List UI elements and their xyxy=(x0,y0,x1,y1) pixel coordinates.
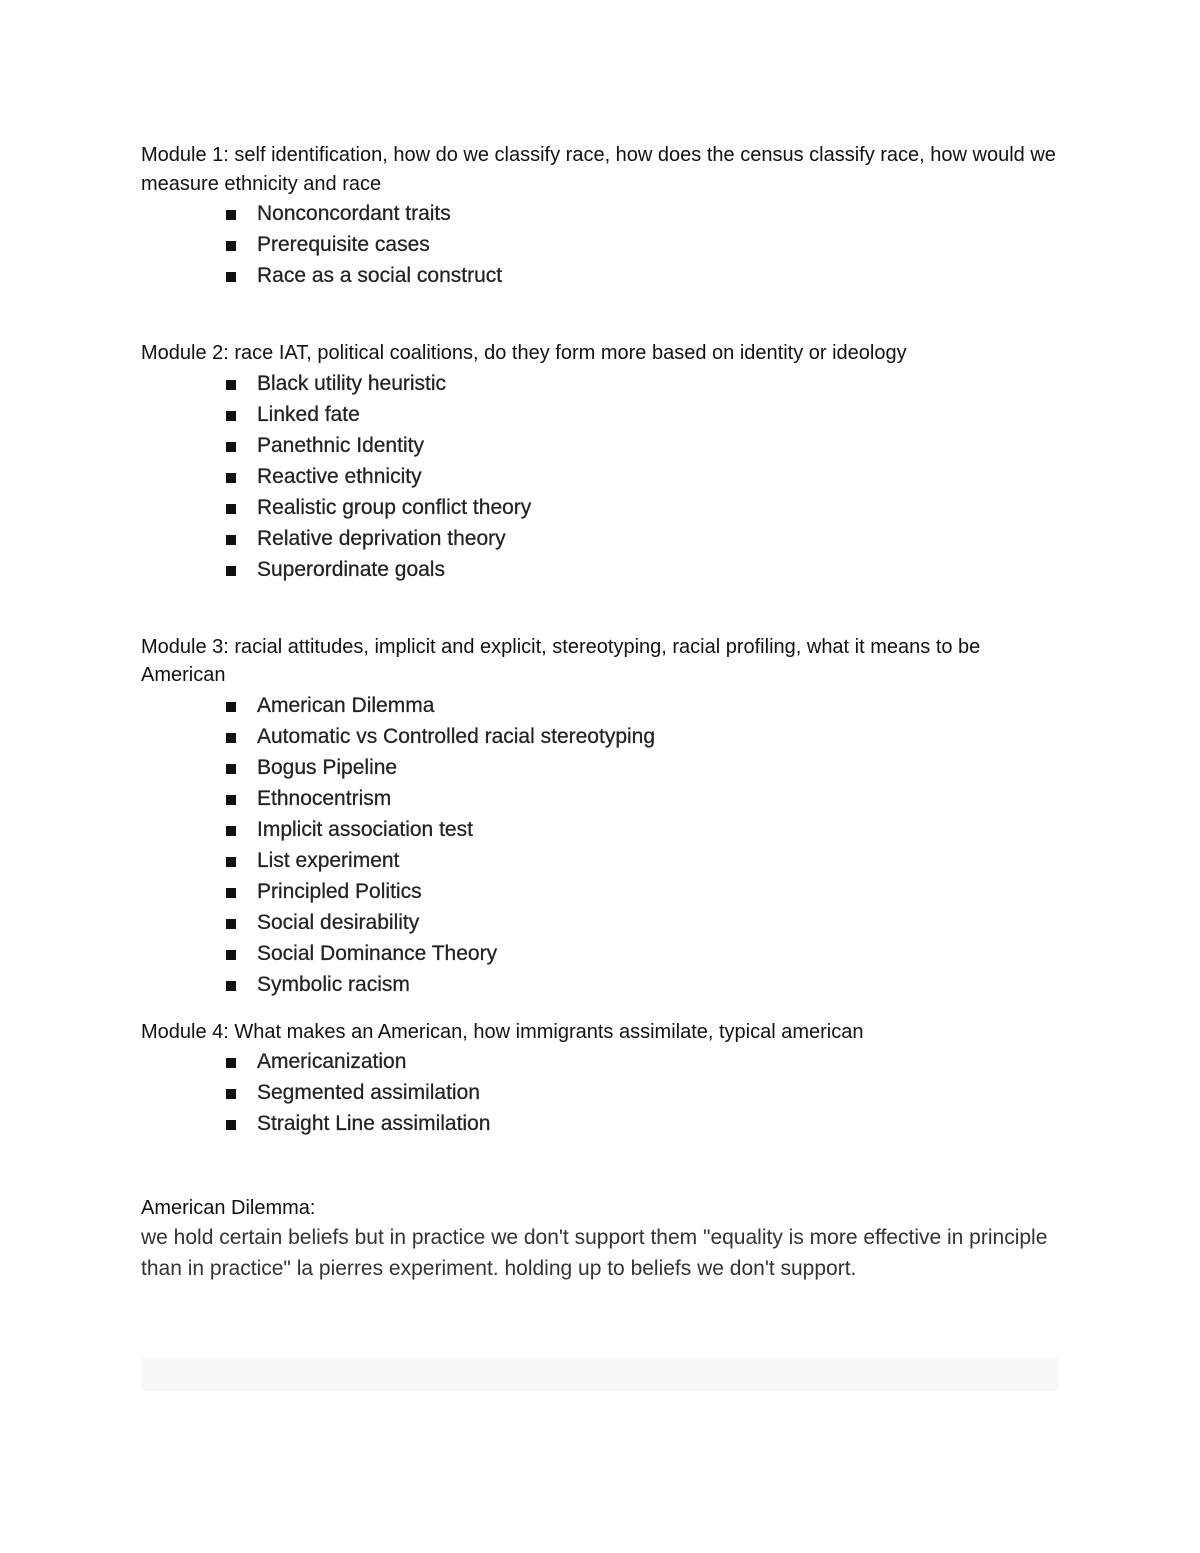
term-item xyxy=(224,938,1059,969)
square-bullet-icon xyxy=(226,857,236,867)
term-label: Americanization xyxy=(257,1050,407,1073)
module-section xyxy=(141,141,1059,291)
term-item xyxy=(224,783,1059,814)
square-bullet-icon xyxy=(226,950,236,960)
term-item xyxy=(224,399,1059,430)
term-item xyxy=(224,814,1059,845)
square-bullet-icon xyxy=(226,888,236,898)
term-label: Symbolic racism xyxy=(257,972,410,996)
term-label: Segmented assimilation xyxy=(257,1081,480,1104)
term-item xyxy=(224,260,1059,291)
document-page xyxy=(141,141,1059,1284)
square-bullet-icon xyxy=(226,826,236,836)
term-item xyxy=(224,368,1059,399)
term-item xyxy=(224,690,1059,721)
term-item xyxy=(224,1077,1059,1108)
square-bullet-icon xyxy=(226,1120,236,1130)
term-list xyxy=(141,690,1059,1000)
term-list xyxy=(141,198,1059,291)
term-label: Realistic group conflict theory xyxy=(257,495,532,519)
term-item xyxy=(224,876,1059,907)
term-item xyxy=(224,721,1059,752)
square-bullet-icon xyxy=(226,1058,236,1068)
square-bullet-icon xyxy=(226,411,236,421)
square-bullet-icon xyxy=(226,764,236,774)
term-item xyxy=(224,969,1059,1000)
term-label: Nonconcordant traits xyxy=(257,202,451,225)
term-item xyxy=(224,1046,1059,1077)
term-label: Social desirability xyxy=(257,910,420,934)
module-heading: Module 4: What makes an American, how immigrants assimilate, typical american xyxy=(141,1020,864,1043)
square-bullet-icon xyxy=(226,1089,236,1099)
term-label: Automatic vs Controlled racial stereotyping xyxy=(257,724,656,748)
term-label: Implicit association test xyxy=(257,817,473,841)
term-label: List experiment xyxy=(257,848,400,872)
term-label: Bogus Pipeline xyxy=(257,755,398,779)
term-label: Social Dominance Theory xyxy=(257,941,498,965)
term-label: Panethnic Identity xyxy=(257,433,424,457)
square-bullet-icon xyxy=(226,535,236,545)
term-item xyxy=(224,845,1059,876)
term-list xyxy=(141,1046,1059,1139)
square-bullet-icon xyxy=(226,504,236,514)
term-label: Straight Line assimilation xyxy=(257,1112,491,1135)
term-item xyxy=(224,198,1059,229)
term-label: Reactive ethnicity xyxy=(257,464,422,488)
term-label: Ethnocentrism xyxy=(257,786,392,810)
square-bullet-icon xyxy=(226,566,236,576)
square-bullet-icon xyxy=(226,795,236,805)
modules-container xyxy=(141,141,1059,1139)
term-label: Black utility heuristic xyxy=(257,371,447,395)
term-item xyxy=(224,461,1059,492)
term-label: Prerequisite cases xyxy=(257,233,430,256)
shaded-block xyxy=(141,1357,1059,1391)
definition-heading: American Dilemma: xyxy=(141,1197,316,1219)
square-bullet-icon xyxy=(226,981,236,991)
term-label: Relative deprivation theory xyxy=(257,526,506,550)
square-bullet-icon xyxy=(226,272,236,282)
term-item xyxy=(224,523,1059,554)
term-item xyxy=(224,907,1059,938)
square-bullet-icon xyxy=(226,733,236,743)
term-item xyxy=(224,1108,1059,1139)
square-bullet-icon xyxy=(226,919,236,929)
square-bullet-icon xyxy=(226,702,236,712)
definition-body: we hold certain beliefs but in practice we don't support them "equality is more effective in principle than in practice" la pierres experiment. holding up to beliefs we don't support. xyxy=(141,1226,1048,1280)
term-item xyxy=(224,492,1059,523)
term-item xyxy=(224,430,1059,461)
module-heading: Module 3: racial attitudes, implicit and explicit, stereotyping, racial profiling, what it means to be American xyxy=(141,635,981,686)
term-item xyxy=(224,554,1059,585)
module-section xyxy=(141,633,1059,1000)
module-section xyxy=(141,1018,1059,1140)
term-label: Superordinate goals xyxy=(257,557,445,581)
term-label: Linked fate xyxy=(257,402,360,426)
term-item xyxy=(224,752,1059,783)
module-section xyxy=(141,339,1059,585)
term-label: Race as a social construct xyxy=(257,264,503,287)
square-bullet-icon xyxy=(226,473,236,483)
square-bullet-icon xyxy=(226,380,236,390)
square-bullet-icon xyxy=(226,241,236,251)
square-bullet-icon xyxy=(226,210,236,220)
term-list xyxy=(141,368,1059,585)
term-label: Principled Politics xyxy=(257,879,422,903)
term-item xyxy=(224,229,1059,260)
definition-block xyxy=(141,1194,1059,1284)
module-heading: Module 2: race IAT, political coalitions, do they form more based on identity or ideology xyxy=(141,342,907,364)
square-bullet-icon xyxy=(226,442,236,452)
module-heading: Module 1: self identification, how do we classify race, how does the census classify race, how would we measure ethnicity and race xyxy=(141,144,1056,195)
term-label: American Dilemma xyxy=(257,693,435,717)
